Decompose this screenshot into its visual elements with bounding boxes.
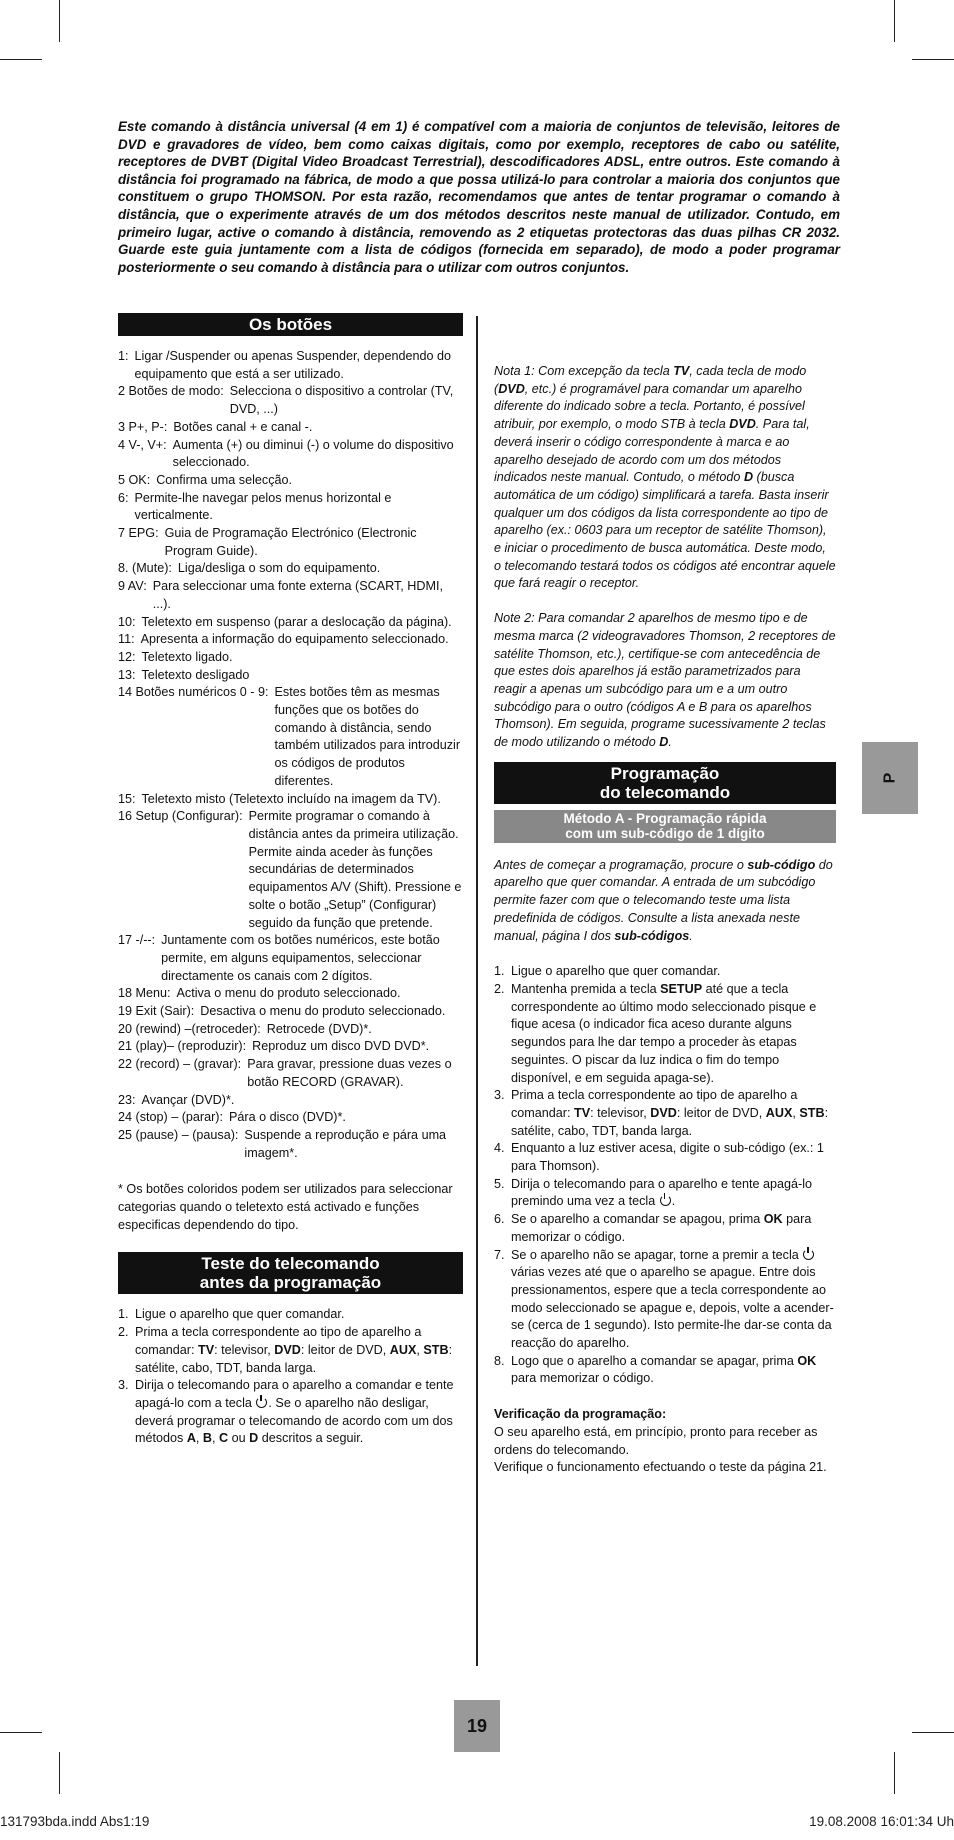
- note-1: Nota 1: Com excepção da tecla TV, cada tecla de modo (DVD, etc.) é programável para comandar um aparelho diferente do indicado sobre a tecla. Portanto, é possível atribuir, por exemplo, o modo STB à tecla DVD. Para tal, deverá inserir o código correspondente à marca e ao aparelho desejado de acordo com um dos métodos indicados neste manual. Contudo, o método D (busca automática de um código) simplificará a tarefa. Basta inserir qualquer um dos códigos da lista correspondente ao tipo de aparelho (ex.: 0603 para um receptor de satélite Thomson), e iniciar o procedimento de busca automática. Deste modo, o telecomando testará todos os códigos até encontrar aquele que fará reagir o receptor.: [494, 364, 836, 591]
- crop-mark: [912, 59, 954, 60]
- right-column: [494, 313, 836, 1477]
- button-key: 10:: [118, 614, 136, 629]
- list-item: [118, 791, 463, 809]
- method-a-steps: [494, 963, 836, 1388]
- button-key: 5 OK:: [118, 472, 151, 487]
- list-item: [118, 560, 463, 578]
- list-item: [118, 1021, 463, 1039]
- button-description: Teletexto em suspenso (parar a deslocação da página).: [141, 614, 452, 629]
- list-item: [118, 614, 463, 632]
- list-item: 5. Dirija o telecomando para o aparelho e tente apagá-lo premindo uma vez a tecla .: [494, 1176, 813, 1209]
- list-item: [118, 525, 463, 560]
- button-description: Teletexto ligado.: [141, 649, 233, 664]
- list-item: [118, 1127, 463, 1162]
- list-item: 8. Logo que o aparelho a comandar se apagar, prima OK para memorizar o código.: [494, 1353, 817, 1386]
- button-description: Suspende a reprodução e pára uma imagem*.: [244, 1127, 447, 1160]
- crop-mark: [59, 0, 60, 42]
- buttons-footnote: * Os botões coloridos podem ser utilizados para seleccionar categorias quando o teletexto está activado e funções especificas dependendo do tipo.: [118, 1182, 453, 1232]
- button-key: 11:: [118, 632, 135, 647]
- method-a-heading: [494, 810, 836, 843]
- verify-title: Verificação da programação:: [494, 1407, 667, 1422]
- button-key: 25 (pause) – (pausa):: [118, 1127, 239, 1142]
- button-key: 18 Menu:: [118, 986, 171, 1001]
- button-description: Permite-lhe navegar pelos menus horizontal e verticalmente.: [134, 490, 392, 523]
- list-item: [118, 419, 463, 437]
- list-item: [118, 631, 463, 649]
- button-description: Apresenta a informação do equipamento seleccionado.: [140, 632, 449, 647]
- verify-text-2: Verifique o funcionamento efectuando o teste da página 21.: [494, 1460, 827, 1475]
- list-item: 4. Enquanto a luz estiver acesa, digite o sub-código (ex.: 1 para Thomson).: [494, 1141, 824, 1174]
- button-key: 6:: [118, 490, 129, 505]
- list-item: 1. Ligue o aparelho que quer comandar.: [118, 1307, 345, 1322]
- button-key: 4 V-, V+:: [118, 437, 167, 452]
- programming-heading-line1: Programação: [610, 763, 720, 783]
- column-divider: [476, 316, 478, 1666]
- button-key: 1:: [118, 349, 129, 363]
- list-item: 2. Prima a tecla correspondente ao tipo de aparelho a comandar: TV: televisor, DVD: leitor de DVD, AUX, STB: satélite, cabo, TDT, banda larga.: [118, 1325, 453, 1375]
- crop-mark: [0, 59, 42, 60]
- button-key: 13:: [118, 667, 136, 682]
- list-item: [118, 383, 463, 418]
- button-key: 3 P+, P-:: [118, 419, 168, 434]
- button-description: Para gravar, pressione duas vezes o botão RECORD (GRAVAR).: [247, 1057, 452, 1089]
- list-item: [118, 932, 463, 985]
- note-2: Note 2: Para comandar 2 aparelhos de mesmo tipo e de mesma marca (2 videogravadores Thomson, 2 receptores de satélite Thomson, etc.), certifique-se com antecedência de que estes dois aparelhos já estão parametrizados para reagir a apenas um subcódigo para um e a um outro subcódigo para o outro (códigos A e B para os aparelhos Thomson). Em seguida, programe sucessivamente 2 teclas de modo utilizando o método D.: [494, 611, 836, 750]
- list-item: [118, 1038, 463, 1056]
- button-description: Activa o menu do produto seleccionado.: [176, 986, 401, 1001]
- button-description: Teletexto misto (Teletexto incluído na imagem da TV).: [141, 791, 441, 806]
- button-key: 12:: [118, 649, 136, 664]
- crop-mark: [894, 0, 895, 42]
- button-description: Teletexto desligado: [141, 667, 250, 682]
- list-item: [118, 985, 463, 1003]
- button-description: Estes botões têm as mesmas funções que os botões do comando à distância, sendo também utilizados para introduzir os códigos de produtos diferentes.: [274, 685, 461, 788]
- list-item: [118, 578, 463, 613]
- crop-mark: [912, 1732, 954, 1733]
- language-tab-label: P: [880, 772, 898, 784]
- button-key: 2 Botões de modo:: [118, 384, 224, 399]
- list-item: [118, 684, 463, 790]
- method-a-heading-line1: Método A - Programação rápida: [563, 810, 767, 826]
- page-number: 19: [454, 1700, 500, 1752]
- left-column: [118, 313, 463, 1448]
- crop-mark: [59, 1752, 60, 1794]
- button-key: 23:: [118, 1092, 136, 1107]
- button-key: 22 (record) – (gravar):: [118, 1057, 242, 1072]
- button-description: Avançar (DVD)*.: [141, 1092, 235, 1107]
- list-item: 6. Se o aparelho a comandar se apagou, prima OK para memorizar o código.: [494, 1212, 812, 1244]
- button-description: Guia de Programação Electrónico (Electronic Program Guide).: [164, 526, 417, 558]
- intro-paragraph: Este comando à distância universal (4 em 1) é compatível com a maioria de conjuntos de televisão, leitores de DVD e gravadores de vídeo, bem como caixas digitais, como por exemplo, receptores de cabo ou satélite, receptores de DVBT (Digital Video Broadcast Terrestrial), descodificadores ADSL, entre outros. Este comando à distância foi programado na fábrica, de modo a que possa utilizá-lo para controlar a maioria dos conjuntos que constituem o grupo THOMSON. Por esta razão, recomendamos que antes de tentar programar o comando à distância, que o experimente através de um dos métodos descritos neste manual de utilizador. Contudo, em primeiro lugar, active o comando à distância, removendo as 2 etiquetas protectoras das duas pilhas CR 2032. Guarde este guia juntamente com a lista de códigos (fornecida em separado), de modo a poder programar posteriormente o seu comando à distância para o utilizar com outros conjuntos.: [118, 119, 840, 275]
- test-heading-line1: Teste do telecomando: [201, 1254, 380, 1274]
- list-item: 7. Se o aparelho não se apagar, torne a premir a tecla várias vezes até que o aparelho se apague. Entre dois pressionamentos, espere que a tecla correspondente ao modo seleccionado se apague e, depois, volte a acender-se (cerca de 1 segundo). Isto permite-lhe dar-se conta da reacção do aparelho.: [494, 1247, 834, 1351]
- test-steps: [118, 1306, 463, 1448]
- list-item: [118, 1092, 463, 1110]
- button-description: Aumenta (+) ou diminui (-) o volume do dispositivo seleccionado.: [172, 437, 454, 470]
- list-item: [118, 437, 463, 472]
- crop-mark: [0, 1732, 42, 1733]
- button-description: Liga/desliga o som do equipamento.: [177, 561, 381, 576]
- language-tab: [862, 742, 918, 814]
- button-key: 17 -/--:: [118, 933, 156, 948]
- button-key: 20 (rewind) –(retroceder):: [118, 1021, 261, 1036]
- method-a-intro: Antes de começar a programação, procure o sub-código do aparelho que quer comandar. A entrada de um subcódigo permite fazer com que o telecomando teste uma lista predefinida de códigos. Consulte a lista anexada neste manual, página I dos sub-códigos.: [494, 857, 833, 943]
- list-item: [118, 1056, 463, 1091]
- button-key: 24 (stop) – (parar):: [118, 1110, 223, 1125]
- slug-file-info: 131793bda.indd Abs1:19: [0, 1814, 150, 1829]
- button-key: 15:: [118, 791, 136, 806]
- crop-mark: [894, 1752, 895, 1794]
- list-item: [118, 808, 463, 932]
- verify-text-1: O seu aparelho está, em princípio, pronto para receber as ordens do telecomando.: [494, 1424, 818, 1457]
- list-item: [118, 1003, 463, 1021]
- list-item: 2. Mantenha premida a tecla SETUP até que a tecla correspondente ao último modo seleccionado pisque e fique acesa (o indicador fica aceso durante alguns segundos para lhe dar tempo a proceder às etapas seguintes. O piscar da luz indica o fim do tempo disponível, e em seguida apaga-se).: [494, 981, 817, 1085]
- test-heading-line2: antes da programação: [199, 1273, 382, 1293]
- power-icon: [256, 1397, 267, 1408]
- list-item: [118, 490, 463, 525]
- programming-heading: [494, 762, 836, 804]
- button-description: Reproduz um disco DVD DVD*.: [252, 1039, 430, 1054]
- list-item: [118, 472, 463, 490]
- button-key: 8. (Mute):: [118, 561, 172, 576]
- list-item: [118, 649, 463, 667]
- button-key: 16 Setup (Configurar):: [118, 809, 243, 824]
- button-description: Confirma uma selecção.: [156, 472, 292, 487]
- power-icon: [803, 1249, 814, 1260]
- power-icon: [660, 1195, 671, 1206]
- programming-heading-line2: do telecomando: [599, 782, 731, 802]
- button-description: Botões canal + e canal -.: [173, 419, 313, 434]
- button-key: 7 EPG:: [118, 526, 159, 541]
- list-item: 3. Dirija o telecomando para o aparelho a comandar e tente apagá-lo com a tecla . Se o aparelho não desligar, deverá programar o telecomando de acordo com um dos métodos A, B, C ou D descritos a seguir.: [118, 1378, 454, 1446]
- button-description: Juntamente com os botões numéricos, este botão permite, em alguns equipamentos, seleccionar directamente os canais com 2 dígitos.: [161, 933, 440, 983]
- button-description: Ligar /Suspender ou apenas Suspender, dependendo do equipamento que está a ser utilizado.: [134, 349, 452, 381]
- button-description: Para seleccionar uma fonte externa (SCART, HDMI, ...).: [152, 579, 443, 611]
- button-description: Retrocede (DVD)*.: [266, 1021, 372, 1036]
- button-description: Permite programar o comando à distância antes da primeira utilização. Permite ainda aceder às funções secundárias de determinados equipamentos A/V (Shift). Pressione e solte o botão „Setup” (Configurar) seguido da função que pretende.: [248, 809, 462, 930]
- button-key: 21 (play)– (reproduzir):: [118, 1039, 247, 1054]
- list-item: 3. Prima a tecla correspondente ao tipo de aparelho a comandar: TV: televisor, DVD: leitor de DVD, AUX, STB: satélite, cabo, TDT, banda larga.: [494, 1088, 829, 1138]
- button-description: Pára o disco (DVD)*.: [229, 1110, 346, 1125]
- list-item: 1. Ligue o aparelho que quer comandar.: [494, 964, 721, 979]
- buttons-heading: Os botões: [118, 313, 463, 336]
- button-key: 19 Exit (Sair):: [118, 1004, 195, 1019]
- buttons-list: [118, 348, 463, 1162]
- method-a-heading-line2: com um sub-código de 1 dígito: [565, 826, 765, 842]
- list-item: [118, 1109, 463, 1127]
- list-item: [118, 667, 463, 685]
- button-key: 9 AV:: [118, 579, 147, 594]
- button-key: 14 Botões numéricos 0 - 9:: [118, 685, 269, 700]
- list-item: [118, 348, 463, 383]
- test-heading: [118, 1252, 463, 1294]
- button-description: Desactiva o menu do produto seleccionado.: [200, 1004, 446, 1019]
- slug-date-info: 19.08.2008 16:01:34 Uh: [809, 1814, 954, 1829]
- button-description: Selecciona o dispositivo a controlar (TV, DVD, ...): [229, 384, 454, 417]
